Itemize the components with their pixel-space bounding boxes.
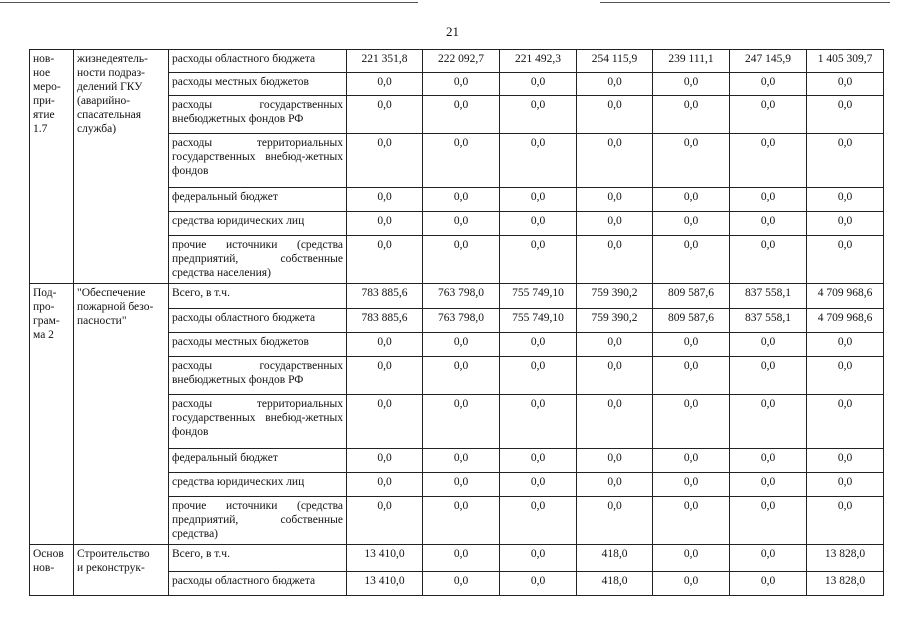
total-value-cell: 13 828,0 xyxy=(807,545,884,572)
year-value-cell: 0,0 xyxy=(423,497,500,545)
year-value-cell: 13 410,0 xyxy=(347,572,423,596)
funding-source-cell: прочие источники (средства предприятий, собственные средства) xyxy=(169,497,347,545)
total-value-cell: 0,0 xyxy=(807,449,884,473)
year-value-cell: 0,0 xyxy=(577,395,653,449)
year-value-cell: 0,0 xyxy=(423,96,500,134)
year-value-cell: 755 749,10 xyxy=(500,309,577,333)
year-value-cell: 0,0 xyxy=(730,473,807,497)
year-value-cell: 837 558,1 xyxy=(730,309,807,333)
year-value-cell: 0,0 xyxy=(730,333,807,357)
year-value-cell: 0,0 xyxy=(653,236,730,284)
total-value-cell: 0,0 xyxy=(807,212,884,236)
total-value-cell: 4 709 968,6 xyxy=(807,309,884,333)
year-value-cell: 0,0 xyxy=(500,134,577,188)
funding-source-cell: федеральный бюджет xyxy=(169,188,347,212)
funding-source-cell: расходы территориальных государственных внебюд-жетных фондов xyxy=(169,134,347,188)
year-value-cell: 0,0 xyxy=(577,134,653,188)
total-value-cell: 0,0 xyxy=(807,395,884,449)
total-value-cell: 0,0 xyxy=(807,134,884,188)
year-value-cell: 0,0 xyxy=(730,497,807,545)
funding-source-cell: прочие источники (средства предприятий, собственные средства населения) xyxy=(169,236,347,284)
year-value-cell: 809 587,6 xyxy=(653,309,730,333)
year-value-cell: 0,0 xyxy=(423,572,500,596)
year-value-cell: 0,0 xyxy=(347,333,423,357)
year-value-cell: 0,0 xyxy=(500,357,577,395)
year-value-cell: 0,0 xyxy=(347,96,423,134)
year-value-cell: 0,0 xyxy=(577,236,653,284)
funding-source-cell: Всего, в т.ч. xyxy=(169,545,347,572)
year-value-cell: 763 798,0 xyxy=(423,309,500,333)
program-name-cell: "Обеспечение пожарной безо- пасности" xyxy=(74,284,169,545)
total-value-cell: 0,0 xyxy=(807,188,884,212)
year-value-cell: 0,0 xyxy=(347,212,423,236)
year-value-cell: 0,0 xyxy=(577,212,653,236)
year-value-cell: 0,0 xyxy=(653,395,730,449)
year-value-cell: 0,0 xyxy=(500,188,577,212)
funding-source-cell: расходы местных бюджетов xyxy=(169,73,347,96)
year-value-cell: 239 111,1 xyxy=(653,50,730,73)
year-value-cell: 0,0 xyxy=(730,449,807,473)
year-value-cell: 0,0 xyxy=(730,134,807,188)
year-value-cell: 0,0 xyxy=(577,473,653,497)
year-value-cell: 0,0 xyxy=(423,134,500,188)
year-value-cell: 0,0 xyxy=(577,497,653,545)
program-code-cell: Основ нов- xyxy=(30,545,74,596)
top-rule-right xyxy=(600,2,890,3)
year-value-cell: 0,0 xyxy=(500,236,577,284)
total-value-cell: 1 405 309,7 xyxy=(807,50,884,73)
year-value-cell: 0,0 xyxy=(730,188,807,212)
year-value-cell: 0,0 xyxy=(653,545,730,572)
year-value-cell: 0,0 xyxy=(577,449,653,473)
year-value-cell: 0,0 xyxy=(653,188,730,212)
year-value-cell: 0,0 xyxy=(347,73,423,96)
year-value-cell: 0,0 xyxy=(347,134,423,188)
total-value-cell: 0,0 xyxy=(807,497,884,545)
year-value-cell: 0,0 xyxy=(653,212,730,236)
program-code-cell: нов- ное меро- при- ятие 1.7 xyxy=(30,50,74,284)
year-value-cell: 0,0 xyxy=(653,497,730,545)
year-value-cell: 0,0 xyxy=(347,473,423,497)
year-value-cell: 0,0 xyxy=(423,188,500,212)
year-value-cell: 0,0 xyxy=(730,545,807,572)
year-value-cell: 0,0 xyxy=(500,96,577,134)
year-value-cell: 0,0 xyxy=(423,236,500,284)
funding-source-cell: расходы государственных внебюджетных фондов РФ xyxy=(169,96,347,134)
funding-source-cell: федеральный бюджет xyxy=(169,449,347,473)
year-value-cell: 0,0 xyxy=(347,357,423,395)
year-value-cell: 0,0 xyxy=(577,96,653,134)
total-value-cell: 0,0 xyxy=(807,333,884,357)
year-value-cell: 0,0 xyxy=(730,395,807,449)
year-value-cell: 0,0 xyxy=(577,357,653,395)
year-value-cell: 254 115,9 xyxy=(577,50,653,73)
year-value-cell: 783 885,6 xyxy=(347,309,423,333)
year-value-cell: 221 492,3 xyxy=(500,50,577,73)
year-value-cell: 247 145,9 xyxy=(730,50,807,73)
year-value-cell: 0,0 xyxy=(347,497,423,545)
year-value-cell: 759 390,2 xyxy=(577,284,653,309)
funding-source-cell: расходы областного бюджета xyxy=(169,572,347,596)
year-value-cell: 0,0 xyxy=(730,572,807,596)
year-value-cell: 0,0 xyxy=(653,572,730,596)
year-value-cell: 0,0 xyxy=(423,473,500,497)
funding-source-cell: расходы местных бюджетов xyxy=(169,333,347,357)
budget-table xyxy=(29,49,884,596)
total-value-cell: 13 828,0 xyxy=(807,572,884,596)
year-value-cell: 0,0 xyxy=(423,545,500,572)
year-value-cell: 0,0 xyxy=(500,497,577,545)
year-value-cell: 0,0 xyxy=(500,333,577,357)
year-value-cell: 0,0 xyxy=(347,188,423,212)
year-value-cell: 0,0 xyxy=(653,96,730,134)
total-value-cell: 0,0 xyxy=(807,73,884,96)
year-value-cell: 0,0 xyxy=(347,395,423,449)
funding-source-cell: Всего, в т.ч. xyxy=(169,284,347,309)
total-value-cell: 0,0 xyxy=(807,473,884,497)
year-value-cell: 0,0 xyxy=(730,236,807,284)
year-value-cell: 222 092,7 xyxy=(423,50,500,73)
year-value-cell: 783 885,6 xyxy=(347,284,423,309)
year-value-cell: 755 749,10 xyxy=(500,284,577,309)
year-value-cell: 759 390,2 xyxy=(577,309,653,333)
top-rule-left xyxy=(0,2,418,3)
year-value-cell: 0,0 xyxy=(423,73,500,96)
total-value-cell: 0,0 xyxy=(807,357,884,395)
year-value-cell: 418,0 xyxy=(577,572,653,596)
program-name-cell: Строительство и реконструк- xyxy=(74,545,169,596)
year-value-cell: 0,0 xyxy=(730,357,807,395)
funding-source-cell: расходы территориальных государственных внебюд-жетных фондов xyxy=(169,395,347,449)
year-value-cell: 0,0 xyxy=(577,188,653,212)
year-value-cell: 0,0 xyxy=(347,449,423,473)
year-value-cell: 809 587,6 xyxy=(653,284,730,309)
year-value-cell: 0,0 xyxy=(500,473,577,497)
year-value-cell: 0,0 xyxy=(423,357,500,395)
program-name-cell: жизнедеятель- ности подраз- делений ГКУ (аварийно- спасательная служба) xyxy=(74,50,169,284)
year-value-cell: 0,0 xyxy=(653,134,730,188)
year-value-cell: 0,0 xyxy=(653,473,730,497)
year-value-cell: 0,0 xyxy=(423,212,500,236)
year-value-cell: 0,0 xyxy=(653,73,730,96)
year-value-cell: 0,0 xyxy=(500,545,577,572)
funding-source-cell: расходы областного бюджета xyxy=(169,50,347,73)
funding-source-cell: средства юридических лиц xyxy=(169,212,347,236)
year-value-cell: 0,0 xyxy=(423,395,500,449)
year-value-cell: 0,0 xyxy=(423,333,500,357)
table-row xyxy=(30,545,884,572)
page-number: 21 xyxy=(446,24,459,39)
year-value-cell: 0,0 xyxy=(577,73,653,96)
year-value-cell: 0,0 xyxy=(730,73,807,96)
year-value-cell: 0,0 xyxy=(500,212,577,236)
year-value-cell: 0,0 xyxy=(500,73,577,96)
year-value-cell: 221 351,8 xyxy=(347,50,423,73)
table-row xyxy=(30,284,884,309)
year-value-cell: 0,0 xyxy=(500,572,577,596)
program-code-cell: Под- про- грам- ма 2 xyxy=(30,284,74,545)
year-value-cell: 0,0 xyxy=(347,236,423,284)
year-value-cell: 0,0 xyxy=(577,333,653,357)
year-value-cell: 0,0 xyxy=(730,212,807,236)
table-row xyxy=(30,50,884,73)
funding-source-cell: расходы государственных внебюджетных фондов РФ xyxy=(169,357,347,395)
year-value-cell: 418,0 xyxy=(577,545,653,572)
year-value-cell: 0,0 xyxy=(653,449,730,473)
funding-source-cell: средства юридических лиц xyxy=(169,473,347,497)
year-value-cell: 0,0 xyxy=(730,96,807,134)
year-value-cell: 763 798,0 xyxy=(423,284,500,309)
total-value-cell: 0,0 xyxy=(807,236,884,284)
year-value-cell: 0,0 xyxy=(500,449,577,473)
year-value-cell: 0,0 xyxy=(500,395,577,449)
year-value-cell: 837 558,1 xyxy=(730,284,807,309)
funding-source-cell: расходы областного бюджета xyxy=(169,309,347,333)
year-value-cell: 0,0 xyxy=(653,333,730,357)
year-value-cell: 0,0 xyxy=(653,357,730,395)
year-value-cell: 0,0 xyxy=(423,449,500,473)
year-value-cell: 13 410,0 xyxy=(347,545,423,572)
total-value-cell: 0,0 xyxy=(807,96,884,134)
total-value-cell: 4 709 968,6 xyxy=(807,284,884,309)
